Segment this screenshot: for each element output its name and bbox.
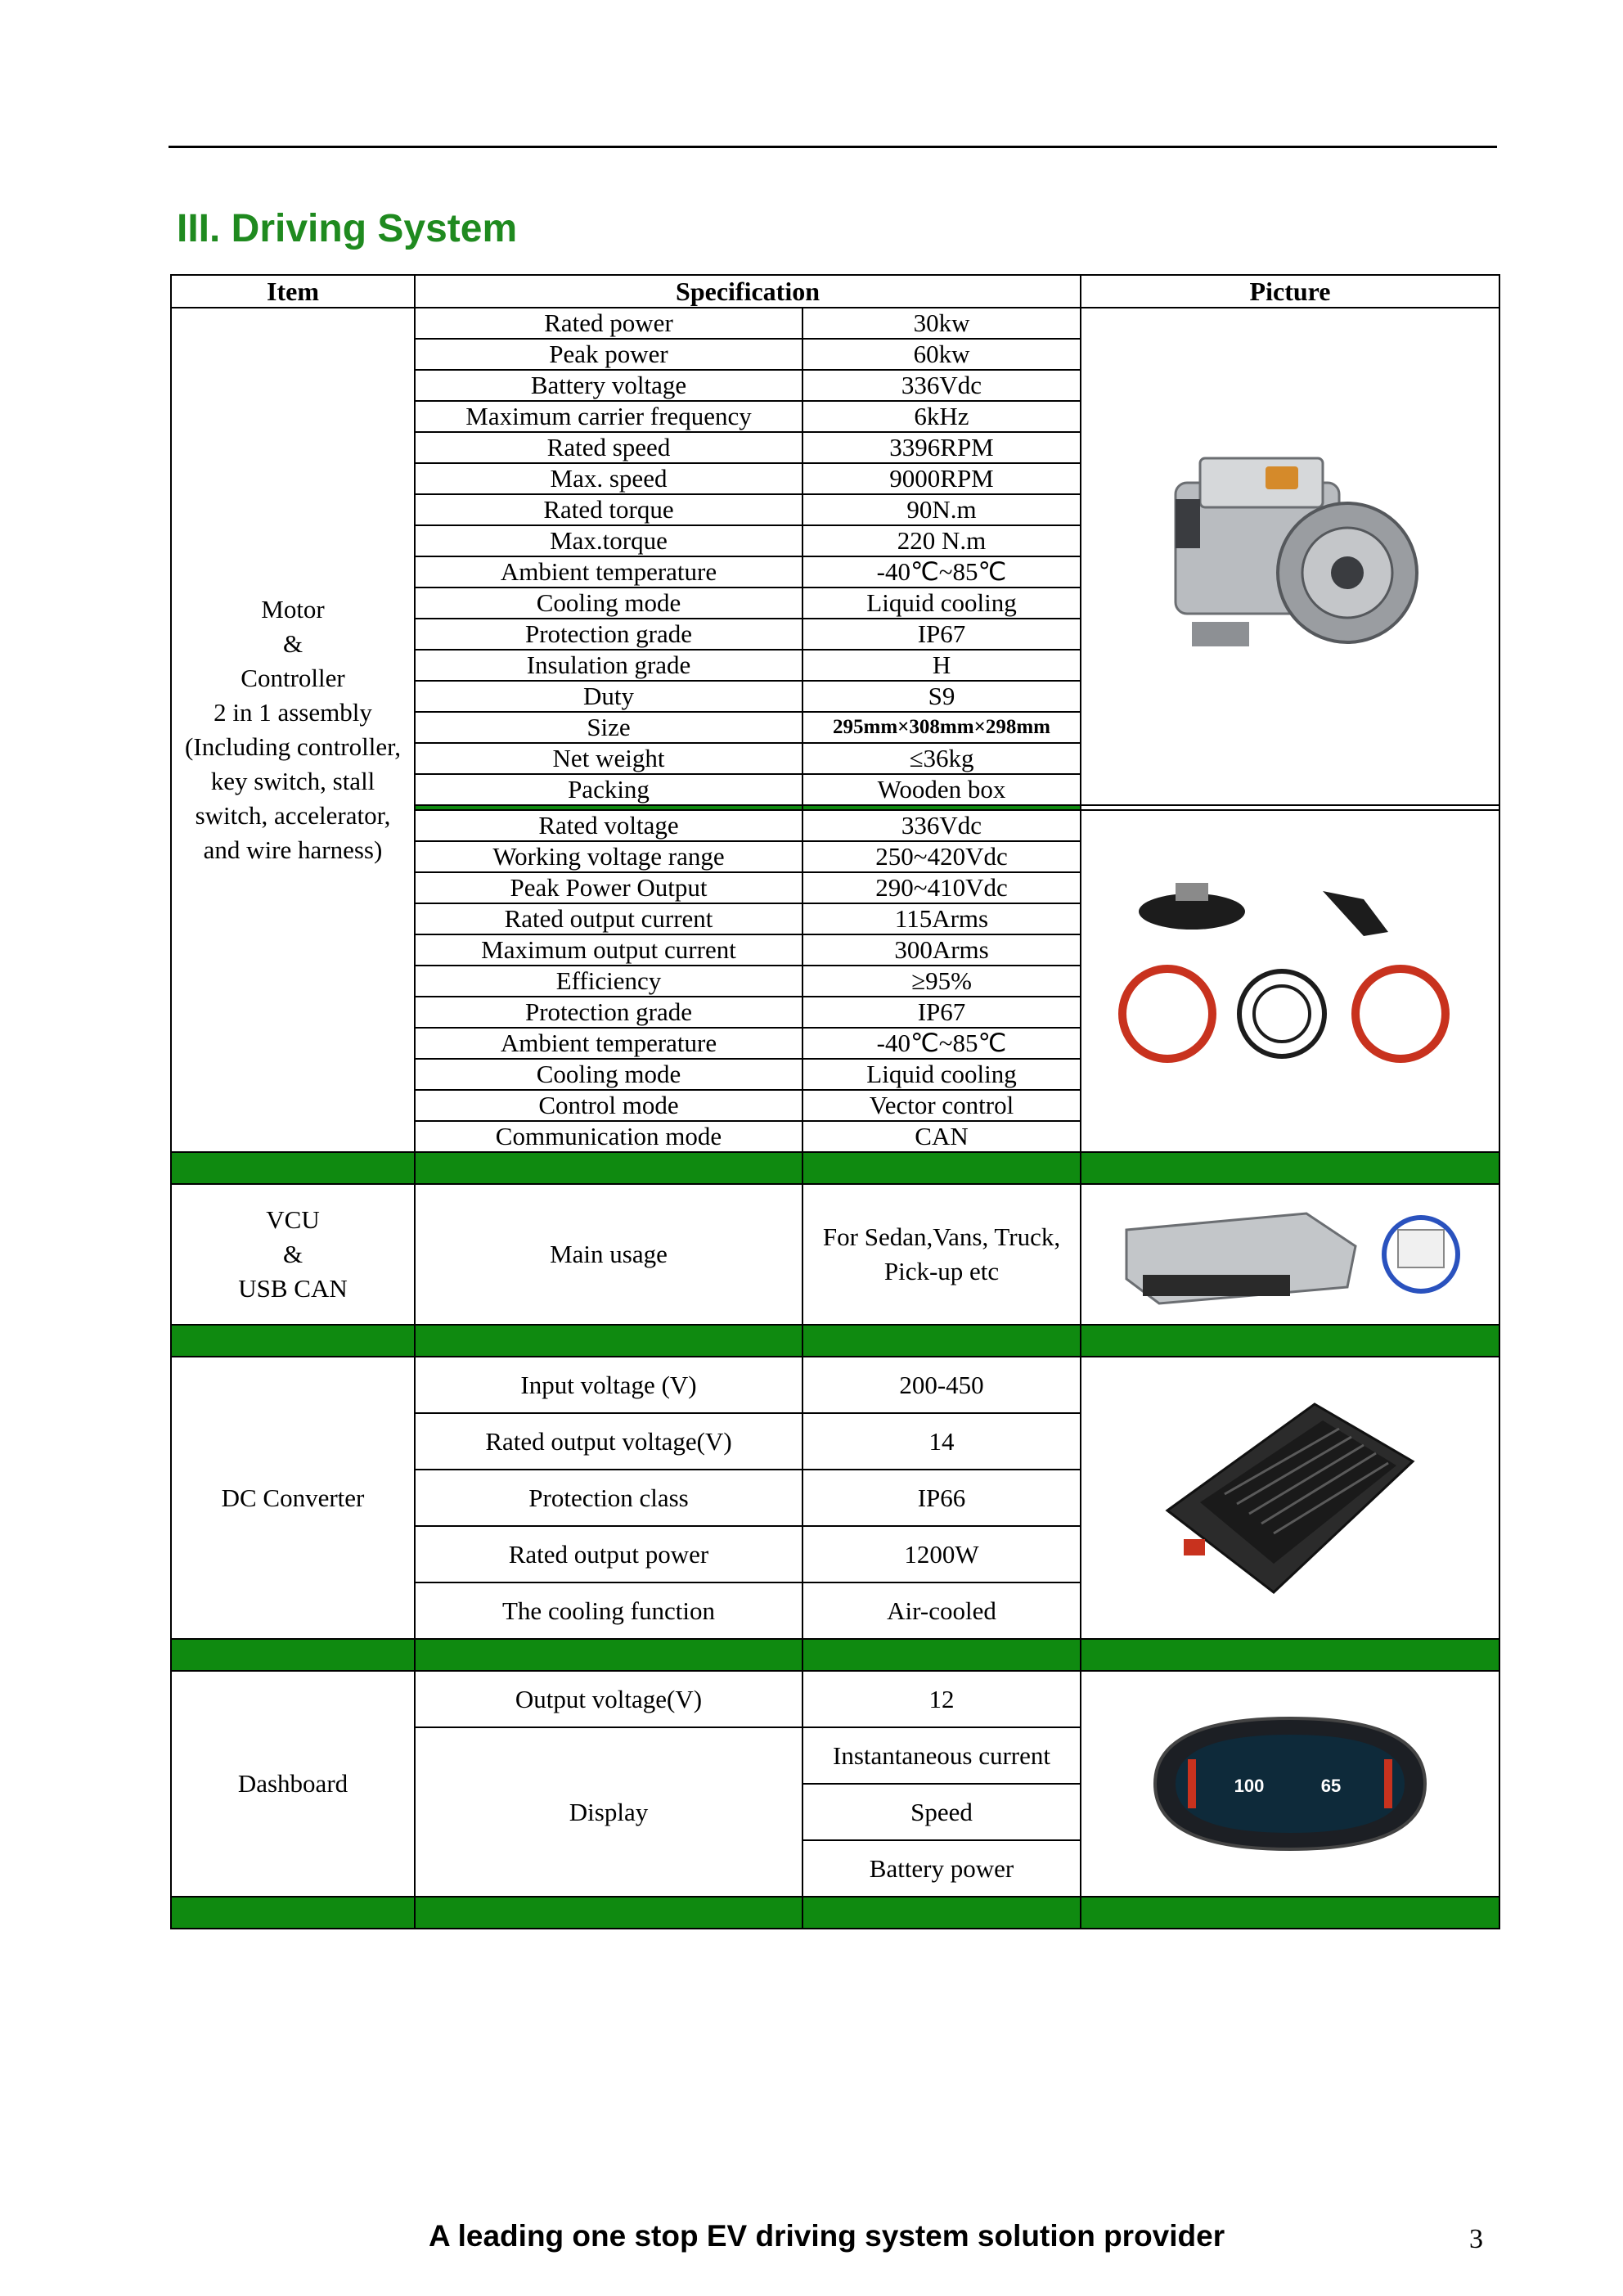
item-line: and wire harness) (203, 835, 383, 864)
spec-name: Rated speed (415, 432, 803, 463)
motor-image (1143, 434, 1437, 679)
item-line: (Including controller, (185, 732, 401, 761)
green-divider (171, 1897, 1499, 1929)
spec-name: Working voltage range (415, 841, 803, 872)
accessories-picture (1081, 810, 1499, 1152)
value-line: For Sedan,Vans, Truck, (822, 1222, 1061, 1251)
spec-name: Cooling mode (415, 588, 803, 619)
section-title: III. Driving System (177, 207, 518, 250)
spec-name: Maximum output current (415, 934, 803, 966)
spec-value: -40℃~85℃ (803, 1028, 1081, 1059)
dashboard-power-number: 65 (1320, 1776, 1342, 1796)
table-row (171, 308, 1499, 339)
spec-value: ≤36kg (803, 743, 1081, 774)
spec-value: 300Arms (803, 934, 1081, 966)
header-specification: Specification (415, 275, 1081, 308)
spec-value: 60kw (803, 339, 1081, 370)
spec-name: Max. speed (415, 463, 803, 494)
spec-value: 115Arms (803, 903, 1081, 934)
spec-value: ≥95% (803, 966, 1081, 997)
spec-value: 9000RPM (803, 463, 1081, 494)
item-vcu (171, 1184, 415, 1325)
spec-value: IP67 (803, 619, 1081, 650)
spec-value: 220 N.m (803, 525, 1081, 556)
spec-name: Input voltage (V) (415, 1357, 803, 1413)
value-line: Pick-up etc (883, 1257, 1000, 1285)
spec-name: Rated torque (415, 494, 803, 525)
green-divider (171, 1152, 1499, 1184)
item-line: Controller (241, 664, 345, 692)
spec-value: 90N.m (803, 494, 1081, 525)
spec-name: Protection grade (415, 619, 803, 650)
spec-name: Insulation grade (415, 650, 803, 681)
spec-value: Instantaneous current (803, 1727, 1081, 1784)
header-picture: Picture (1081, 275, 1499, 308)
spec-name: Protection grade (415, 997, 803, 1028)
spec-value: 250~420Vdc (803, 841, 1081, 872)
spec-value: H (803, 650, 1081, 681)
spec-name: Packing (415, 774, 803, 805)
dc-converter-picture (1081, 1357, 1499, 1639)
spec-name: The cooling function (415, 1582, 803, 1639)
spec-value: Speed (803, 1784, 1081, 1840)
spec-value: IP67 (803, 997, 1081, 1028)
table-row (171, 1184, 1499, 1325)
motor-picture (1081, 308, 1499, 805)
item-dashboard: Dashboard (171, 1671, 415, 1897)
green-divider (171, 1639, 1499, 1671)
spec-value: -40℃~85℃ (803, 556, 1081, 588)
spec-name: Display (415, 1727, 803, 1897)
spec-name: Cooling mode (415, 1059, 803, 1090)
spec-name: Rated voltage (415, 810, 803, 841)
item-line: key switch, stall (210, 767, 375, 795)
dashboard-image (1139, 1702, 1441, 1866)
spec-name: Control mode (415, 1090, 803, 1121)
spec-value: 6kHz (803, 401, 1081, 432)
spec-value: Battery power (803, 1840, 1081, 1897)
spec-value: 336Vdc (803, 370, 1081, 401)
spec-name: Size (415, 712, 803, 743)
spec-name: Rated output power (415, 1526, 803, 1582)
spec-name: Peak power (415, 339, 803, 370)
spec-value: Air-cooled (803, 1582, 1081, 1639)
spec-value: Liquid cooling (803, 588, 1081, 619)
green-divider (171, 1325, 1499, 1357)
spec-name: Battery voltage (415, 370, 803, 401)
spec-value: 290~410Vdc (803, 872, 1081, 903)
spec-value: 14 (803, 1413, 1081, 1470)
item-motor-controller (171, 308, 415, 1152)
spec-value (803, 1184, 1081, 1325)
item-line: VCU (266, 1205, 320, 1234)
spec-name: Ambient temperature (415, 556, 803, 588)
spec-name: Ambient temperature (415, 1028, 803, 1059)
spec-name: Main usage (415, 1184, 803, 1325)
item-line: Motor (261, 595, 325, 624)
header-item: Item (171, 275, 415, 308)
spec-name: Duty (415, 681, 803, 712)
page-number: 3 (1469, 2224, 1483, 2254)
spec-name: Protection class (415, 1470, 803, 1526)
spec-name: Maximum carrier frequency (415, 401, 803, 432)
spec-name: Rated output voltage(V) (415, 1413, 803, 1470)
spec-value: Liquid cooling (803, 1059, 1081, 1090)
spec-value: 12 (803, 1671, 1081, 1727)
item-line: 2 in 1 assembly (214, 698, 372, 727)
driving-system-table (170, 274, 1500, 1929)
dashboard-picture (1081, 1671, 1499, 1897)
dashboard-speed-number: 100 (1234, 1776, 1265, 1796)
footer-tagline: A leading one stop EV driving system solution provider (429, 2219, 1225, 2253)
spec-name: Efficiency (415, 966, 803, 997)
item-dc-converter: DC Converter (171, 1357, 415, 1639)
spec-value: S9 (803, 681, 1081, 712)
accessories-image (1118, 875, 1462, 1087)
spec-value: 3396RPM (803, 432, 1081, 463)
spec-value: 30kw (803, 308, 1081, 339)
item-line: & (282, 1240, 303, 1268)
spec-name: Max.torque (415, 525, 803, 556)
spec-value: 295mm×308mm×298mm (803, 712, 1081, 743)
table-row (171, 1357, 1499, 1413)
spec-name: Communication mode (415, 1121, 803, 1152)
spec-name: Peak Power Output (415, 872, 803, 903)
vcu-image (1110, 1197, 1470, 1312)
top-rule (169, 146, 1497, 148)
spec-value: 200-450 (803, 1357, 1081, 1413)
spec-name: Rated output current (415, 903, 803, 934)
table-row (171, 1671, 1499, 1727)
header-row (171, 275, 1499, 308)
dc-converter-image (1151, 1388, 1429, 1609)
vcu-picture (1081, 1184, 1499, 1325)
spec-name: Net weight (415, 743, 803, 774)
item-line: switch, accelerator, (195, 801, 391, 830)
spec-value: IP66 (803, 1470, 1081, 1526)
item-line: & (282, 629, 303, 658)
spec-value: 336Vdc (803, 810, 1081, 841)
spec-value: Wooden box (803, 774, 1081, 805)
spec-value: Vector control (803, 1090, 1081, 1121)
item-line: USB CAN (238, 1274, 348, 1303)
spec-name: Rated power (415, 308, 803, 339)
spec-name: Output voltage(V) (415, 1671, 803, 1727)
spec-value: CAN (803, 1121, 1081, 1152)
spec-value: 1200W (803, 1526, 1081, 1582)
